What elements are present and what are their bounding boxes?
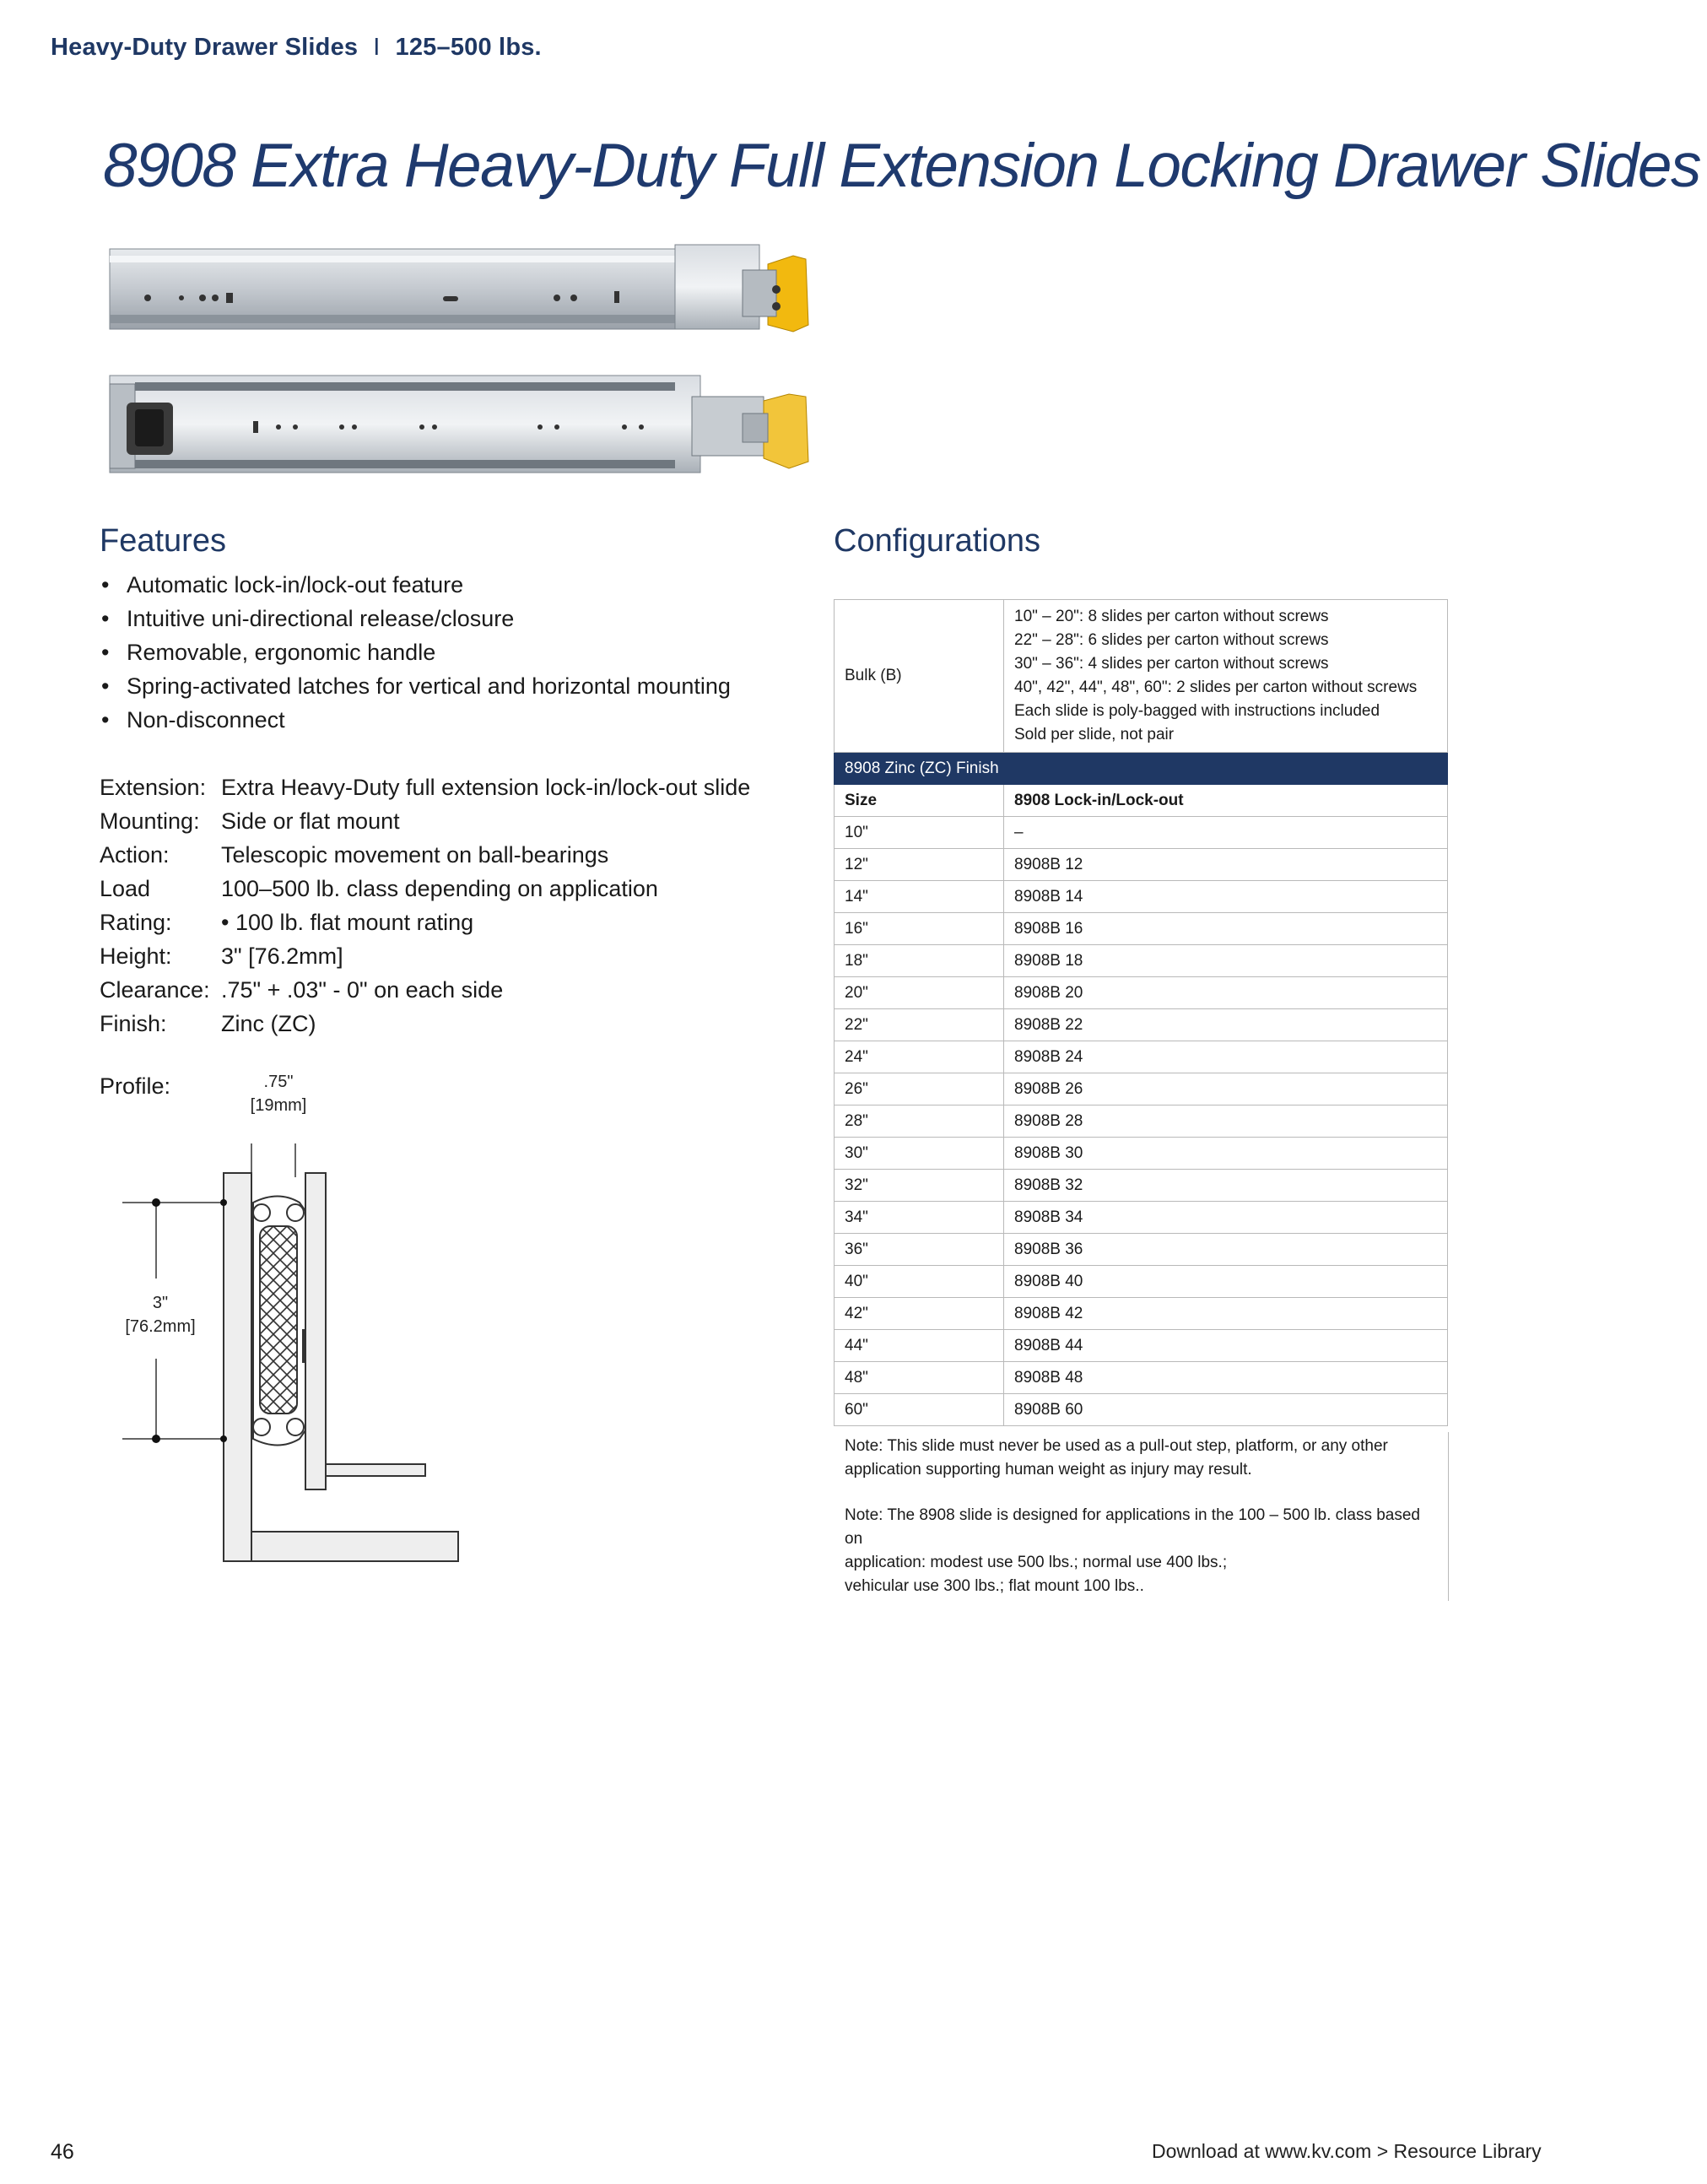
size-cell: 20" (835, 977, 1004, 1009)
table-row (835, 945, 1448, 977)
spec-value: 100–500 lb. class depending on application (221, 876, 658, 901)
profile-drawing (118, 1118, 473, 1565)
size-cell: 60" (835, 1394, 1004, 1426)
bulk-detail (1004, 600, 1448, 753)
model-cell: 8908B 12 (1004, 849, 1448, 881)
size-cell: 28" (835, 1106, 1004, 1138)
bulk-line: 22" – 28": 6 slides per carton without screws (1014, 631, 1329, 649)
page-number: 46 (51, 2140, 74, 2164)
list-item: • Non-disconnect (100, 703, 731, 737)
size-cell: 26" (835, 1073, 1004, 1106)
model-cell: 8908B 48 (1004, 1362, 1448, 1394)
table-header-row (835, 785, 1448, 817)
spec-row (100, 804, 750, 838)
table-row (835, 1041, 1448, 1073)
note-line: application: modest use 500 lbs.; normal use 400 lbs.; (845, 1554, 1228, 1571)
profile-width-mm: [19mm] (250, 1096, 307, 1115)
slide-top-view (110, 245, 808, 332)
model-cell: 8908B 14 (1004, 881, 1448, 913)
model-cell: 8908B 30 (1004, 1138, 1448, 1170)
table-notes (845, 1435, 1435, 1598)
note-load-class (845, 1504, 1435, 1598)
configurations-heading: Configurations (834, 523, 1041, 559)
table-row (835, 1330, 1448, 1362)
table-row (835, 1266, 1448, 1298)
spec-row (100, 973, 750, 1007)
model-cell: 8908B 16 (1004, 913, 1448, 945)
model-cell: – (1004, 817, 1448, 849)
size-cell: 16" (835, 913, 1004, 945)
spec-row (100, 939, 750, 973)
table-row (835, 1394, 1448, 1426)
table-row (835, 1298, 1448, 1330)
model-cell: 8908B 32 (1004, 1170, 1448, 1202)
model-cell: 8908B 60 (1004, 1394, 1448, 1426)
size-cell: 14" (835, 881, 1004, 913)
model-cell: 8908B 28 (1004, 1106, 1448, 1138)
spec-row (100, 905, 750, 939)
size-cell: 48" (835, 1362, 1004, 1394)
col-size-header: Size (835, 785, 1004, 817)
model-cell: 8908B 20 (1004, 977, 1448, 1009)
list-item: • Automatic lock-in/lock-out feature (100, 568, 731, 602)
bulk-line: 40", 42", 44", 48", 60": 2 slides per carton without screws (1014, 678, 1418, 696)
size-cell: 12" (835, 849, 1004, 881)
table-row (835, 1202, 1448, 1234)
model-cell: 8908B 24 (1004, 1041, 1448, 1073)
page-title: 8908 Extra Heavy-Duty Full Extension Locking Drawer Slides (103, 132, 1700, 200)
spec-label: Clearance: (100, 977, 210, 1003)
spec-value: .75" + .03" - 0" on each side (221, 977, 504, 1003)
table-row (835, 1073, 1448, 1106)
profile-width-dimension (236, 1070, 321, 1117)
col-model-header: 8908 Lock-in/Lock-out (1004, 785, 1448, 817)
model-cell: 8908B 22 (1004, 1009, 1448, 1041)
table-row (835, 817, 1448, 849)
spec-label: Action: (100, 842, 170, 868)
finish-band-label: 8908 Zinc (ZC) Finish (835, 753, 1448, 785)
profile-height-in: 3" (152, 1294, 169, 1312)
spec-label: Height: (100, 943, 172, 969)
model-cell: 8908B 34 (1004, 1202, 1448, 1234)
spec-label: Load Rating: (100, 876, 172, 935)
profile-height-mm: [76.2mm] (125, 1317, 196, 1336)
size-cell: 36" (835, 1234, 1004, 1266)
bulk-line: Each slide is poly-bagged with instructions included (1014, 702, 1380, 720)
list-item: • Spring-activated latches for vertical and horizontal mounting (100, 669, 731, 703)
header-section: Heavy-Duty Drawer Slides (51, 34, 359, 61)
table-row (835, 1138, 1448, 1170)
spec-value: Extra Heavy-Duty full extension lock-in/lock-out slide (221, 775, 751, 800)
size-cell: 34" (835, 1202, 1004, 1234)
profile-label: Profile: (100, 1073, 171, 1099)
note-injury: Note: This slide must never be used as a pull-out step, platform, or any other application supporting human weight as injury may result. (845, 1437, 1388, 1479)
table-row (835, 881, 1448, 913)
running-header (51, 34, 542, 62)
spec-label: Finish: (100, 1011, 167, 1036)
size-cell: 40" (835, 1266, 1004, 1298)
spec-label (100, 905, 221, 939)
spec-value: • 100 lb. flat mount rating (221, 910, 474, 935)
model-cell: 8908B 26 (1004, 1073, 1448, 1106)
finish-band (835, 753, 1448, 785)
table-row (835, 1170, 1448, 1202)
size-cell: 24" (835, 1041, 1004, 1073)
table-row (835, 1362, 1448, 1394)
bulk-label: Bulk (B) (835, 600, 1004, 753)
size-cell: 22" (835, 1009, 1004, 1041)
spec-row (100, 1007, 750, 1041)
slide-bottom-view (110, 376, 808, 473)
configurations-table (834, 599, 1448, 1426)
table-row (835, 1234, 1448, 1266)
notes-border (1448, 1432, 1449, 1601)
header-range: 125–500 lbs. (395, 34, 542, 61)
note-line: vehicular use 300 lbs.; flat mount 100 lbs.. (845, 1577, 1144, 1595)
bulk-row (835, 600, 1448, 753)
table-row (835, 1009, 1448, 1041)
spec-label: Mounting: (100, 808, 200, 834)
spec-list (100, 770, 750, 1041)
spec-value: Zinc (ZC) (221, 1011, 316, 1036)
features-list (100, 568, 731, 737)
download-link[interactable]: Download at www.kv.com > Resource Library (1152, 2140, 1542, 2162)
spec-row (100, 838, 750, 872)
drawer-slide-photo (101, 241, 818, 494)
profile-width-in: .75" (263, 1073, 294, 1091)
size-cell: 44" (835, 1330, 1004, 1362)
bulk-line: Sold per slide, not pair (1014, 726, 1175, 743)
spec-value: Side or flat mount (221, 808, 400, 834)
size-cell: 10" (835, 817, 1004, 849)
size-cell: 42" (835, 1298, 1004, 1330)
header-separator: I (373, 34, 381, 61)
spec-value: Telescopic movement on ball-bearings (221, 842, 609, 868)
model-cell: 8908B 18 (1004, 945, 1448, 977)
size-cell: 32" (835, 1170, 1004, 1202)
spec-value: 3" [76.2mm] (221, 943, 343, 969)
model-cell: 8908B 44 (1004, 1330, 1448, 1362)
bulk-line: 30" – 36": 4 slides per carton without screws (1014, 655, 1329, 673)
model-cell: 8908B 40 (1004, 1266, 1448, 1298)
list-item: • Removable, ergonomic handle (100, 635, 731, 669)
spec-row (100, 770, 750, 804)
spec-label: Extension: (100, 775, 207, 800)
model-cell: 8908B 42 (1004, 1298, 1448, 1330)
table-row (835, 849, 1448, 881)
list-item: • Intuitive uni-directional release/closure (100, 602, 731, 635)
note-line: Note: The 8908 slide is designed for applications in the 100 – 500 lb. class based on (845, 1506, 1420, 1548)
features-heading: Features (100, 523, 226, 559)
size-cell: 18" (835, 945, 1004, 977)
bulk-line: 10" – 20": 8 slides per carton without screws (1014, 608, 1329, 625)
table-row (835, 977, 1448, 1009)
table-row (835, 1106, 1448, 1138)
model-cell: 8908B 36 (1004, 1234, 1448, 1266)
table-row (835, 913, 1448, 945)
size-cell: 30" (835, 1138, 1004, 1170)
